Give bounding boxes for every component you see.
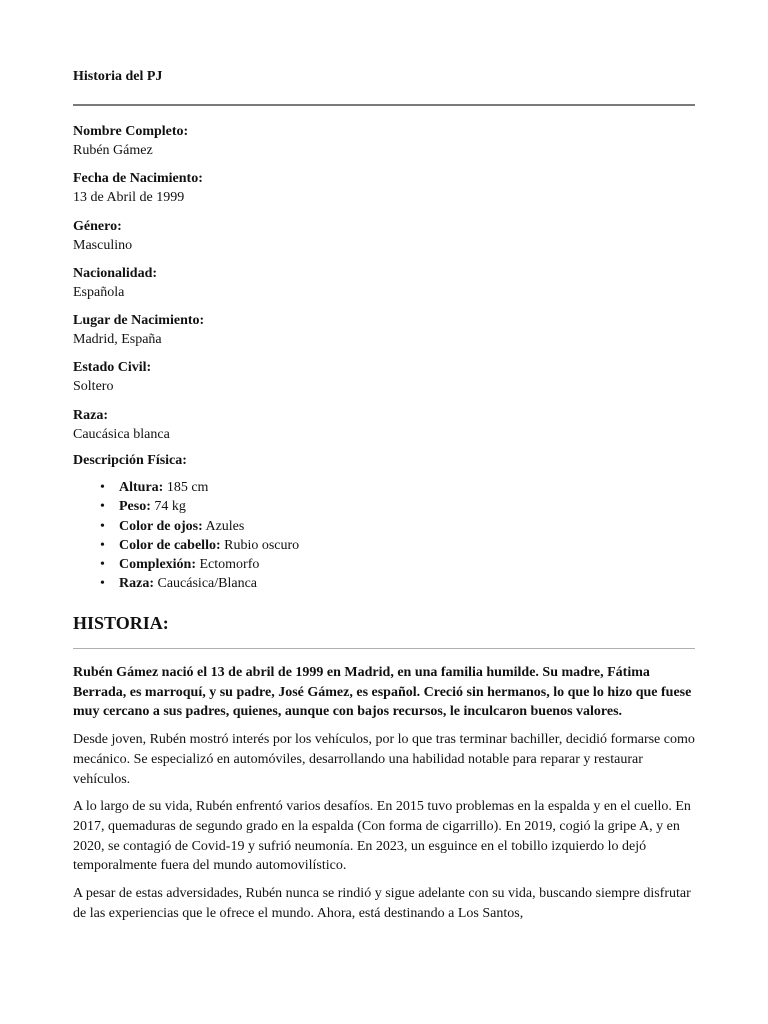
- list-item: [73, 478, 299, 497]
- field-value: Masculino: [73, 237, 133, 253]
- item-key: Color de cabello:: [119, 537, 221, 553]
- field-value: Española: [73, 284, 125, 300]
- history-paragraph: Rubén Gámez nació el 13 de abril de 1999 en Madrid, en una familia humilde. Su madre, Fátima Berrada, es marroquí, y su padre, José Gámez, es español. Creció sin hermanos, lo que lo hizo que fuese muy cercano a sus padres, quienes, aunque con bajos recursos, le inculcaron buenos valores.: [73, 665, 692, 720]
- item-key: Color de ojos:: [119, 518, 203, 534]
- character-fields: [73, 122, 695, 453]
- field-value: Soltero: [73, 379, 114, 395]
- field-gender: [73, 217, 695, 264]
- bullet-icon: •: [100, 576, 105, 592]
- item-value: Rubio oscuro: [224, 537, 300, 553]
- field-label: Nacionalidad:: [73, 265, 158, 281]
- field-birth-place: [73, 311, 695, 358]
- field-label: Raza:: [73, 407, 108, 423]
- item-key: Complexión:: [119, 557, 196, 573]
- physical-description-list: [73, 478, 299, 594]
- field-race: [73, 406, 695, 453]
- title-divider: [73, 104, 695, 106]
- history-paragraph: A lo largo de su vida, Rubén enfrentó varios desafíos. En 2015 tuvo problemas en la espalda y en el cuello. En 2017, quemaduras de segundo grado en la espalda (Con forma de cigarrillo). En 2019, cogió la gripe A, y en 2020, se contagió de Covid-19 y sufrió neumonía. En 2023, un esguince en el tobillo izquierdo lo dejó temporalmente fuera del mundo automovilístico.: [73, 799, 691, 874]
- item-value: Ectomorfo: [199, 557, 260, 573]
- history-paragraph: Desde joven, Rubén mostró interés por los vehículos, por lo que tras terminar bachiller, decidió formarse como mecánico. Se especializó en automóviles, desarrollando una habilidad notable para reparar y restaurar vehículos.: [73, 732, 695, 787]
- history-heading: HISTORIA:: [73, 613, 169, 633]
- list-item: [73, 517, 299, 536]
- field-value: Rubén Gámez: [73, 143, 153, 158]
- item-value: Caucásica/Blanca: [157, 576, 258, 592]
- field-value: 13 de Abril de 1999: [73, 190, 185, 206]
- bullet-icon: •: [100, 499, 105, 515]
- physical-description-label: Descripción Física:: [73, 453, 187, 468]
- item-value: 74 kg: [154, 499, 186, 515]
- bullet-icon: •: [100, 537, 105, 553]
- field-label: Estado Civil:: [73, 360, 152, 376]
- bullet-icon: •: [100, 480, 105, 495]
- field-value: Madrid, España: [73, 332, 162, 348]
- list-item: [73, 574, 299, 593]
- bullet-icon: •: [100, 518, 105, 534]
- item-value: Azules: [205, 518, 245, 534]
- item-value: 185 cm: [166, 480, 209, 495]
- field-nationality: [73, 264, 695, 311]
- list-item: [73, 497, 299, 516]
- list-item: [73, 555, 299, 574]
- document-title: Historia del PJ: [73, 69, 163, 84]
- field-full-name: [73, 122, 695, 169]
- field-marital-status: [73, 358, 695, 405]
- item-key: Altura:: [119, 480, 164, 495]
- field-value: Caucásica blanca: [73, 426, 170, 442]
- item-key: Peso:: [119, 499, 151, 515]
- field-label: Fecha de Nacimiento:: [73, 171, 203, 187]
- field-label: Lugar de Nacimiento:: [73, 313, 205, 329]
- history-paragraph: A pesar de estas adversidades, Rubén nunca se rindió y sigue adelante con su vida, buscando siempre disfrutar de las experiencias que le ofrece el mundo. Ahora, está destinando a Los Santos,: [73, 886, 691, 921]
- field-birth-date: [73, 169, 695, 216]
- history-body: [73, 663, 695, 931]
- field-label: Género:: [73, 218, 122, 234]
- field-label: Nombre Completo:: [73, 124, 189, 139]
- bullet-icon: •: [100, 557, 105, 573]
- list-item: [73, 536, 299, 555]
- history-divider: [73, 648, 695, 649]
- item-key: Raza:: [119, 576, 154, 592]
